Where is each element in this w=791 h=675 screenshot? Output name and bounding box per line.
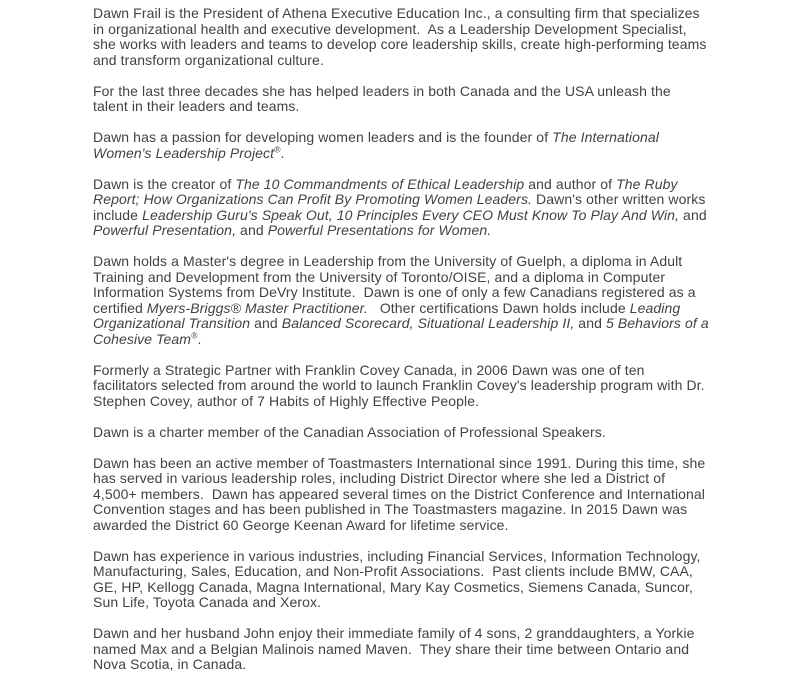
paragraph: [93, 626, 709, 673]
text-run: and: [679, 206, 711, 223]
text-run: Dawn holds a Master's degree in Leadership from the University of Guelph, a diploma in Adult Training and Development from the University of Toronto/OISE, and a diploma in Computer Information Systems from DeVry Institute. Dawn is one of only a few Canadians registered as a certified: [93, 253, 700, 316]
paragraph: [93, 253, 713, 347]
paragraph: [93, 549, 709, 611]
paragraph: [93, 363, 709, 410]
biography-document: [93, 5, 713, 673]
registered-trademark-symbol: ®: [274, 143, 281, 154]
text-run: Dawn has a passion for developing women leaders and is the founder of: [93, 129, 553, 145]
text-run: Dawn and her husband John enjoy their immediate family of 4 sons, 2 granddaughters, a Yorkie named Max and a Belgian Malinois named Maven. They share their time between Ontario and Nova Scotia, in Canada.: [93, 625, 699, 672]
paragraph: [93, 456, 709, 534]
italic-text-run: Powerful Presentations for Women.: [267, 222, 492, 238]
text-run: Dawn has been an active member of Toastmasters International since 1991. During this time, she has served in various leadership roles, including District Director where she led a District of 4,500+ members. Dawn has appeared several times on the District Conference and International Convention stages and has been published in The Toastmasters magazine. In 2015 Dawn was awarded the District 60 George Keenan Award for lifetime service.: [93, 454, 710, 533]
text-run: Dawn is the creator of: [93, 175, 236, 192]
text-run: Dawn is a charter member of the Canadian Association of Professional Speakers.: [93, 423, 606, 440]
italic-text-run: Leadership Guru's Speak Out, 10 Principles Every CEO Must Know To Play And Win,: [142, 206, 680, 223]
text-run: Formerly a Strategic Partner with Franklin Covey Canada, in 2006 Dawn was one of ten facilitators selected from around the world to launch Franklin Covey's leadership program with Dr. Stephen Covey, author of 7 Habits of Highly Effective People.: [93, 361, 709, 409]
paragraph: [93, 425, 709, 441]
paragraph: [93, 84, 709, 115]
text-run: .: [280, 144, 285, 161]
italic-text-run: 5 Behaviors of a Cohesive Team: [93, 315, 713, 347]
text-run: For the last three decades she has helped leaders in both Canada and the USA unleash the talent in their leaders and teams.: [93, 82, 675, 114]
paragraph: [93, 130, 709, 161]
text-run: Dawn's other written works include: [93, 191, 710, 223]
text-run: .: [197, 330, 202, 347]
text-run: Dawn Frail is the President of Athena Executive Education Inc., a consulting firm that specializes in organizational health and executive development. As a Leadership Development Specialist, she works with leaders and teams to develop core leadership skills, create high-performing teams and transform organizational culture.: [93, 5, 711, 68]
registered-trademark-symbol: ®: [191, 329, 198, 340]
italic-text-run: Balanced Scorecard, Situational Leadership II,: [281, 315, 575, 331]
italic-text-run: Leading Organizational Transition: [93, 299, 685, 331]
text-run: and: [250, 315, 282, 331]
italic-text-run: The International Women's Leadership Project: [93, 129, 663, 161]
text-run: Dawn has experience in various industries, including Financial Services, Information Technology, Manufacturing, Sales, Education, and Non-Profit Associations. Past clients include BMW, CAA, GE, HP, Kellogg Canada, Magna International, Mary Kay Cosmetics, Siemens Canada, Suncor, Sun Life, Toyota Canada and Xerox.: [93, 547, 705, 610]
text-run: and: [574, 315, 606, 331]
text-run: Other certifications Dawn holds include: [367, 299, 630, 316]
italic-text-run: The 10 Commandments of Ethical Leadership: [235, 175, 525, 192]
italic-text-run: The Ruby Report; How Organizations Can Profit By Promoting Women Leaders.: [93, 175, 682, 207]
italic-text-run: Myers-Briggs® Master Practitioner.: [146, 299, 368, 316]
italic-text-run: Powerful Presentation,: [93, 222, 237, 238]
paragraph: [93, 177, 709, 239]
paragraph: [93, 6, 709, 68]
text-run: and: [236, 222, 268, 238]
text-run: and author of: [524, 175, 617, 192]
